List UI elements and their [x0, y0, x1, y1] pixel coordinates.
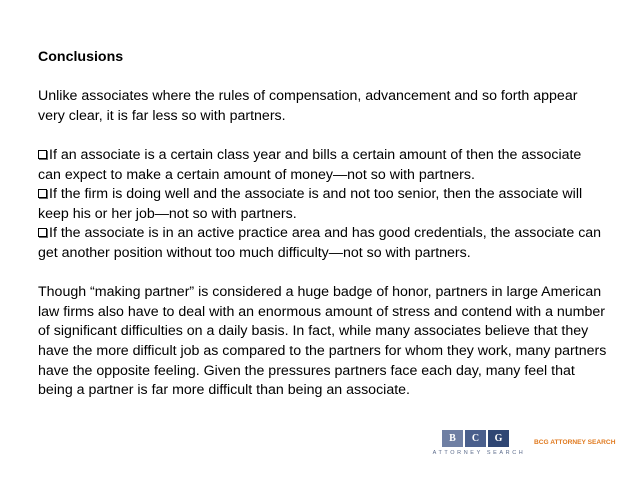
- logo-letter-g: G: [488, 430, 509, 447]
- logo-tagline: ATTORNEY SEARCH: [432, 450, 526, 456]
- intro-paragraph: Unlike associates where the rules of compensation, advancement and so forth appear very clear, it is far less so with partners.: [38, 88, 578, 124]
- bcg-logo: [430, 426, 526, 462]
- section-heading: Conclusions: [38, 49, 124, 65]
- bullet-item: [38, 185, 608, 224]
- logo-letters: [442, 430, 509, 447]
- footer: [430, 426, 620, 462]
- bullet-text: If an associate is a certain class year and bills a certain amount of then the associate can expect to make a certain amount of money—not so with partners.: [38, 146, 582, 183]
- bcg-attorney-search-link[interactable]: BCG ATTORNEY SEARCH: [534, 439, 616, 446]
- logo-letter-b: B: [442, 430, 463, 447]
- spacer: [38, 264, 608, 284]
- bullet-item: [38, 224, 608, 263]
- bullet-list: [38, 146, 608, 264]
- slide-content: [38, 48, 608, 401]
- bullet-item: [38, 146, 608, 185]
- bullet-text: If the associate is in an active practice area and has good credentials, the associate can get another position without too much difficulty—not so with partners.: [38, 225, 602, 261]
- spacer: [38, 126, 608, 146]
- closing-paragraph: Though “making partner” is considered a huge badge of honor, partners in large American law firms also have to deal with an enormous amount of stress and contend with a number of significant difficulties on a daily basis. In fact, while many associates believe that they have the more difficult job as compared to the partners for whom they work, many partners have the opposite feeling. Given the pressures partners face each day, many feel that being a partner is far more difficult than being an associate.: [38, 284, 607, 399]
- checkbox-square-icon: [38, 189, 47, 198]
- logo-letter-c: C: [465, 430, 486, 447]
- bullet-text: If the firm is doing well and the associate is and not too senior, then the associate will keep his or her job—not so with partners.: [38, 186, 583, 222]
- checkbox-square-icon: [38, 228, 47, 237]
- checkbox-square-icon: [38, 150, 47, 159]
